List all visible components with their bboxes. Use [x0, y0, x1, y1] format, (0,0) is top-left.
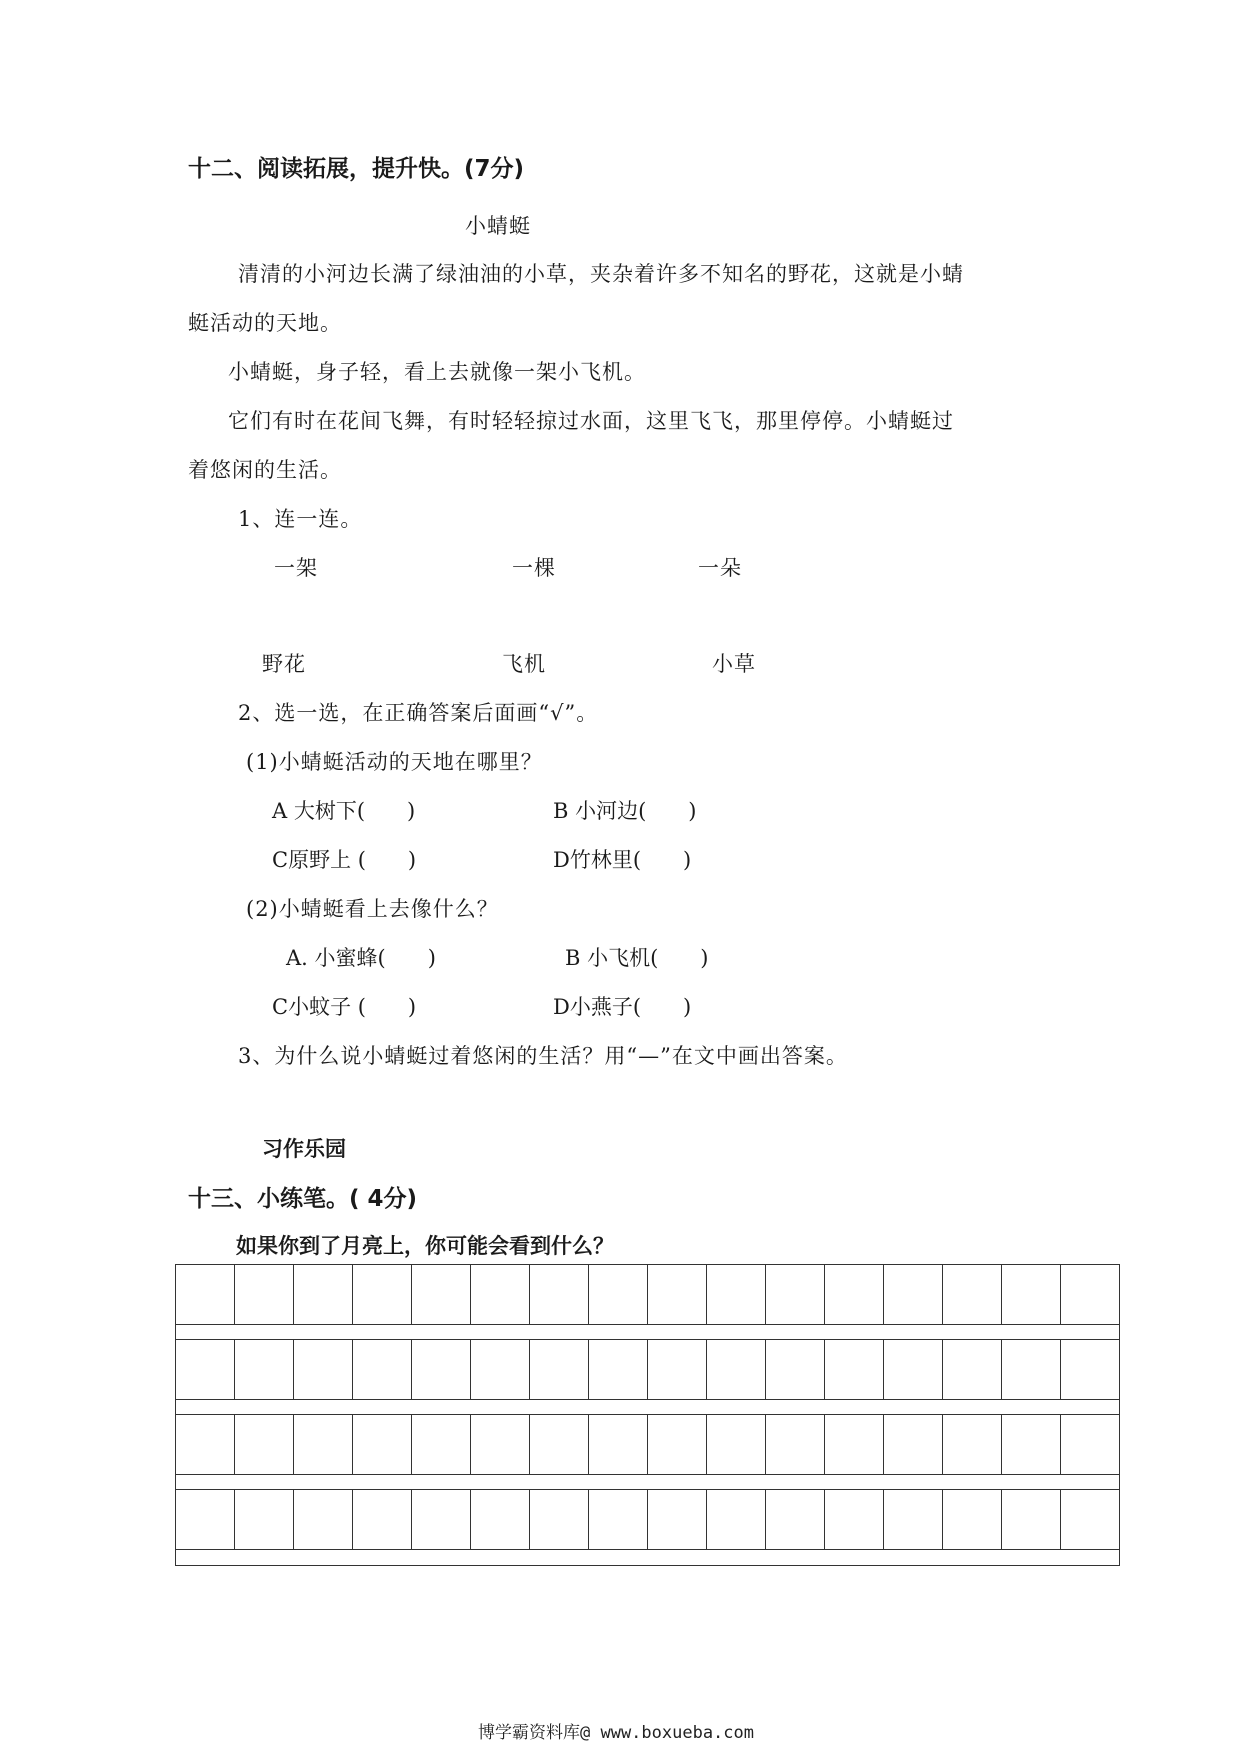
grid-row-gap	[176, 1475, 1119, 1490]
grid-cell[interactable]	[648, 1490, 707, 1549]
q2-sub2-option-b[interactable]: B 小飞机( )	[565, 946, 709, 970]
q2-sub1-option-b[interactable]: B 小河边( )	[553, 799, 697, 823]
grid-cell[interactable]	[766, 1340, 825, 1399]
grid-cell[interactable]	[884, 1490, 943, 1549]
q2-sub1-question: (1)小蜻蜓活动的天地在哪里？	[246, 750, 543, 774]
grid-cell[interactable]	[353, 1490, 412, 1549]
q2-sub2-option-a[interactable]: A. 小蜜蜂( )	[286, 946, 436, 970]
grid-cell[interactable]	[176, 1340, 235, 1399]
grid-cell[interactable]	[294, 1415, 353, 1474]
grid-cell[interactable]	[294, 1340, 353, 1399]
grid-cell[interactable]	[707, 1490, 766, 1549]
grid-cell[interactable]	[589, 1415, 648, 1474]
writing-prompt: 如果你到了月亮上，你可能会看到什么？	[236, 1234, 614, 1258]
grid-cell[interactable]	[235, 1340, 294, 1399]
q2-label: 2、选一选，在正确答案后面画“√”。	[238, 701, 599, 725]
grid-cell[interactable]	[707, 1340, 766, 1399]
passage-para3-line1: 它们有时在花间飞舞，有时轻轻掠过水面，这里飞飞，那里停停。小蜻蜓过	[228, 409, 954, 433]
grid-cell[interactable]	[294, 1265, 353, 1324]
grid-cell[interactable]	[825, 1265, 884, 1324]
grid-cell[interactable]	[884, 1265, 943, 1324]
grid-cell[interactable]	[353, 1340, 412, 1399]
passage-title: 小蜻蜓	[465, 214, 531, 238]
grid-cell[interactable]	[353, 1265, 412, 1324]
match-top-item: 一朵	[698, 556, 742, 580]
grid-cell[interactable]	[943, 1340, 1002, 1399]
grid-cell[interactable]	[707, 1415, 766, 1474]
passage-para1-line1: 清清的小河边长满了绿油油的小草，夹杂着许多不知名的野花，这就是小蜻	[238, 262, 964, 286]
grid-cell[interactable]	[530, 1340, 589, 1399]
writing-heading: 习作乐园	[262, 1137, 346, 1161]
match-bottom-item: 野花	[262, 652, 306, 676]
grid-cell[interactable]	[825, 1340, 884, 1399]
grid-cell[interactable]	[884, 1415, 943, 1474]
grid-cell[interactable]	[471, 1415, 530, 1474]
q3-label: 3、为什么说小蜻蜓过着悠闲的生活？用“—”在文中画出答案。	[238, 1044, 848, 1068]
footer-watermark: 博学霸资料库@ www.boxueba.com	[478, 1723, 754, 1743]
grid-cell[interactable]	[412, 1265, 471, 1324]
grid-cell[interactable]	[235, 1265, 294, 1324]
grid-cell[interactable]	[648, 1415, 707, 1474]
grid-row-gap	[176, 1325, 1119, 1340]
grid-cell[interactable]	[1002, 1340, 1061, 1399]
match-bottom-item: 飞机	[502, 652, 546, 676]
grid-cell[interactable]	[530, 1265, 589, 1324]
grid-cell[interactable]	[471, 1490, 530, 1549]
grid-cell[interactable]	[530, 1415, 589, 1474]
grid-cell[interactable]	[471, 1340, 530, 1399]
section-13-title: 十三、小练笔。( 4分)	[188, 1186, 418, 1212]
match-top-item: 一架	[274, 556, 318, 580]
q2-sub1-option-d[interactable]: D竹林里( )	[553, 848, 692, 872]
grid-cell[interactable]	[648, 1265, 707, 1324]
grid-cell[interactable]	[530, 1490, 589, 1549]
grid-cell[interactable]	[1061, 1340, 1119, 1399]
writing-grid[interactable]	[175, 1264, 1120, 1566]
grid-cell[interactable]	[707, 1265, 766, 1324]
passage-para1-line2: 蜓活动的天地。	[188, 311, 342, 335]
grid-row-gap	[176, 1550, 1119, 1565]
q2-sub1-option-a[interactable]: A 大树下( )	[272, 799, 416, 823]
passage-para3-line2: 着悠闲的生活。	[188, 458, 342, 482]
match-top-item: 一棵	[512, 556, 556, 580]
grid-cell[interactable]	[884, 1340, 943, 1399]
q2-sub2-question: (2)小蜻蜓看上去像什么？	[246, 897, 499, 921]
grid-cell[interactable]	[825, 1490, 884, 1549]
grid-row	[176, 1415, 1119, 1475]
grid-cell[interactable]	[943, 1415, 1002, 1474]
grid-cell[interactable]	[235, 1415, 294, 1474]
grid-cell[interactable]	[412, 1340, 471, 1399]
grid-cell[interactable]	[943, 1490, 1002, 1549]
grid-row-gap	[176, 1400, 1119, 1415]
grid-cell[interactable]	[589, 1265, 648, 1324]
q1-label: 1、连一连。	[238, 507, 363, 531]
grid-cell[interactable]	[943, 1265, 1002, 1324]
grid-cell[interactable]	[1002, 1490, 1061, 1549]
grid-cell[interactable]	[176, 1415, 235, 1474]
q2-sub1-option-c[interactable]: C原野上 ( )	[272, 848, 417, 872]
grid-cell[interactable]	[412, 1415, 471, 1474]
grid-cell[interactable]	[766, 1415, 825, 1474]
passage-para2: 小蜻蜓，身子轻，看上去就像一架小飞机。	[228, 360, 646, 384]
q2-sub2-option-c[interactable]: C小蚊子 ( )	[272, 995, 417, 1019]
grid-cell[interactable]	[176, 1265, 235, 1324]
grid-cell[interactable]	[1061, 1265, 1119, 1324]
grid-cell[interactable]	[648, 1340, 707, 1399]
grid-row	[176, 1265, 1119, 1325]
grid-cell[interactable]	[1061, 1490, 1119, 1549]
grid-cell[interactable]	[825, 1415, 884, 1474]
grid-cell[interactable]	[589, 1340, 648, 1399]
grid-cell[interactable]	[589, 1490, 648, 1549]
match-bottom-item: 小草	[712, 652, 756, 676]
q2-sub2-option-d[interactable]: D小燕子( )	[553, 995, 692, 1019]
grid-cell[interactable]	[235, 1490, 294, 1549]
grid-cell[interactable]	[471, 1265, 530, 1324]
grid-cell[interactable]	[1061, 1415, 1119, 1474]
grid-cell[interactable]	[766, 1490, 825, 1549]
section-12-title: 十二、阅读拓展，提升快。(7分)	[188, 156, 525, 182]
grid-cell[interactable]	[1002, 1415, 1061, 1474]
grid-cell[interactable]	[412, 1490, 471, 1549]
grid-row	[176, 1490, 1119, 1550]
grid-cell[interactable]	[766, 1265, 825, 1324]
grid-cell[interactable]	[294, 1490, 353, 1549]
grid-row	[176, 1340, 1119, 1400]
grid-cell[interactable]	[353, 1415, 412, 1474]
grid-cell[interactable]	[176, 1490, 235, 1549]
grid-cell[interactable]	[1002, 1265, 1061, 1324]
